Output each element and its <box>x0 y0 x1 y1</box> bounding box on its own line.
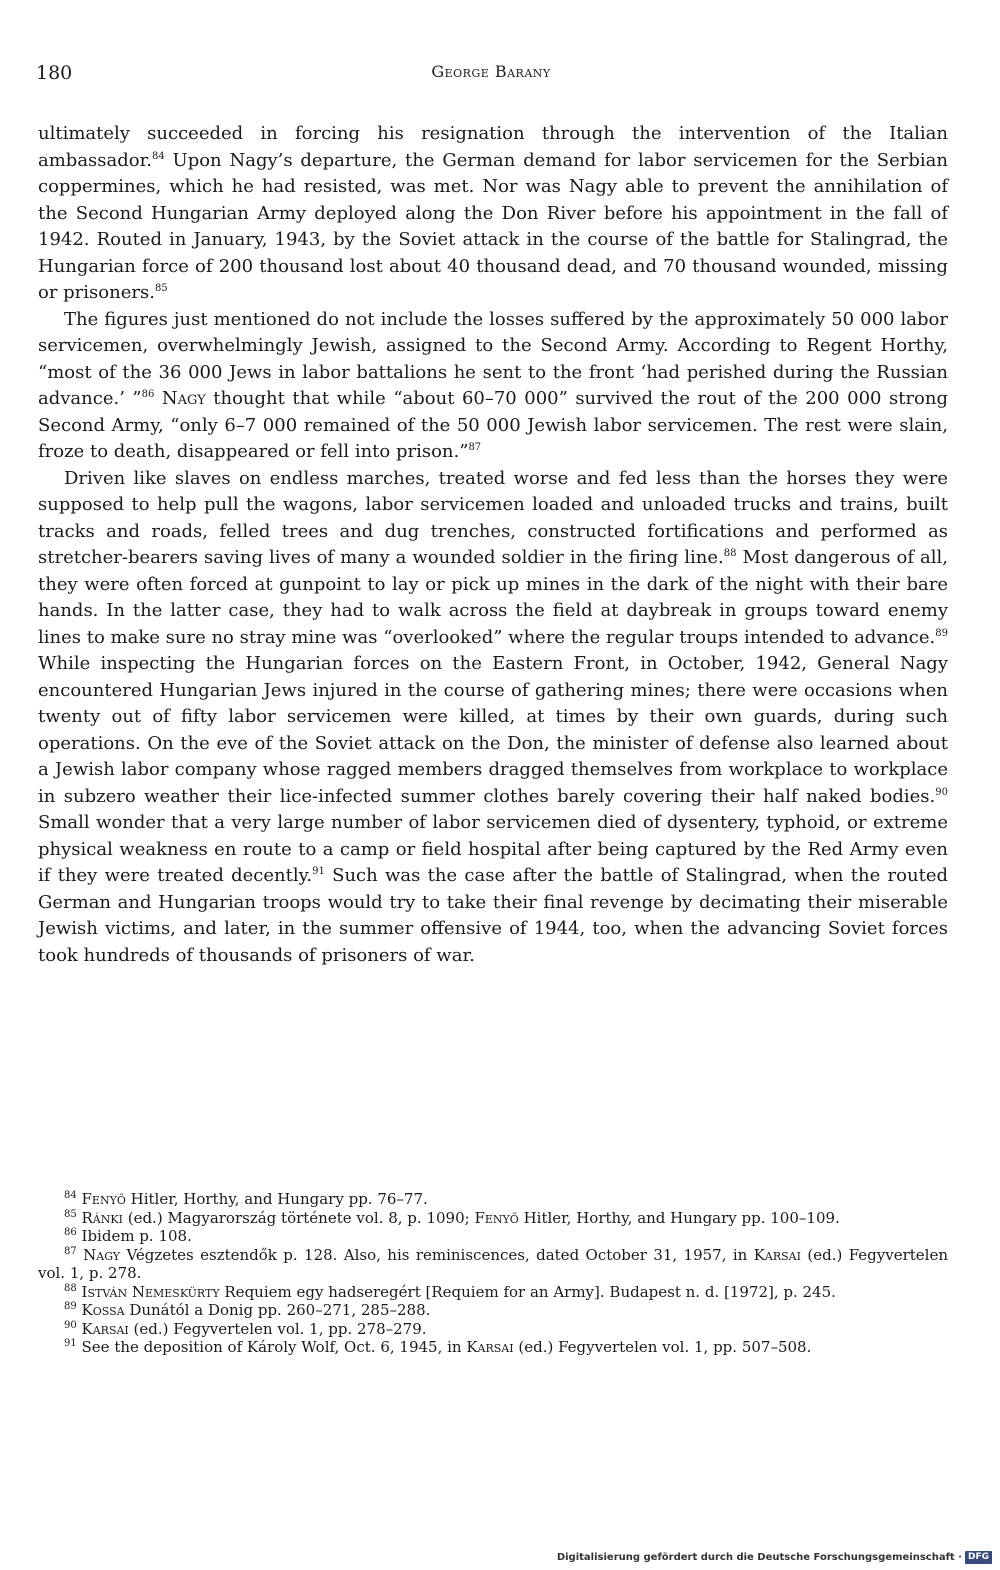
text-segment: ultimately succeeded in forcing his resignation through the intervention of the Italian ambassador. <box>38 123 948 171</box>
footnote-89 <box>38 1301 948 1320</box>
footnote-text: Ibidem p. 108. <box>81 1227 192 1245</box>
author-name: Karsai <box>81 1319 129 1338</box>
text-segment: Small wonder that a very large number of labor servicemen died of dysentery, typhoid, or extreme physical weakness en route to a camp or field hospital after being captured by the Red Army even if they were treated decently. <box>38 812 948 886</box>
footnote-number: 86 <box>64 1227 77 1238</box>
text-segment: Most dangerous of all, they were often forced at gunpoint to lay or pick up mines in the dark of the night with their bare hands. In the latter case, they had to walk across the field at daybreak in groups toward enemy lines to make sure no stray mine was “overlooked” where the regular troups intended to advance. <box>38 547 948 648</box>
footnote-number: 90 <box>64 1319 77 1331</box>
footnote-88 <box>38 1283 948 1302</box>
footnote-text: Hitler, Horthy, and Hungary pp. 76–77. <box>125 1190 428 1208</box>
footnote-90 <box>38 1320 948 1339</box>
running-head: George Barany <box>431 62 551 81</box>
footnote-number: 88 <box>64 1282 77 1294</box>
footnote-85 <box>38 1209 948 1228</box>
footnote-text: Hitler, Horthy, and Hungary pp. 100–109. <box>518 1208 840 1227</box>
author-name: Nagy <box>83 1245 121 1264</box>
footnote-ref-85: 85 <box>154 283 168 294</box>
page-header <box>36 62 946 92</box>
footnote-ref-87: 87 <box>468 442 482 453</box>
text-segment: Driven like slaves on endless marches, treated worse and fed less than the horses they were supposed to help pull the wagons, labor servicemen loaded and unloaded trucks and trains, built tracks and roads, felled trees and dug trenches, constructed fortifications and performed as stretcher-bearers saving lives of many a wounded soldier in the firing line. <box>38 467 948 568</box>
footnote-text: (ed.) Fegyvertelen vol. 1, pp. 278–279. <box>128 1319 427 1338</box>
footnote-text: (ed.) Fegyvertelen vol. 1, pp. 507–508. <box>513 1338 812 1356</box>
footnote-number: 89 <box>64 1301 77 1312</box>
footnote-91 <box>38 1338 948 1357</box>
author-name: Fenyő <box>474 1208 519 1227</box>
footnote-text: Végzetes esztendők p. 128. Also, his reminiscences, dated October 31, 1957, in <box>120 1245 754 1264</box>
author-name: Karsai <box>753 1245 801 1264</box>
footnote-text: Dunától a Donig pp. 260–271, 285–288. <box>124 1301 431 1319</box>
text-segment: Such was the case after the battle of Stalingrad, when the routed German and Hungarian troops would try to take their final revenge by decimating their miserable Jewish victims, and later, in the summer offensive of 1944, too, when the advancing Soviet forces took hundreds of thousands of prisoners of war. <box>38 865 949 966</box>
footnote-ref-91: 91 <box>312 866 325 877</box>
footnote-number: 84 <box>64 1190 77 1201</box>
author-name: Ránki <box>81 1208 123 1227</box>
credit-text: Digitalisierung gefördert durch die Deutsche Forschungsgemeinschaft · <box>556 1552 962 1563</box>
author-name: Fenyő <box>81 1190 126 1208</box>
footnote-number: 87 <box>64 1245 77 1257</box>
footnote-84 <box>38 1190 948 1209</box>
footnote-text: (ed.) Fegyvertelen vol. 1, p. 278. <box>38 1245 948 1282</box>
paragraph-3 <box>38 466 948 970</box>
footnote-87 <box>38 1246 948 1283</box>
footnote-number: 91 <box>64 1338 77 1349</box>
footnote-ref-84: 84 <box>151 150 165 162</box>
footnote-number: 85 <box>64 1208 77 1220</box>
author-name: Karsai <box>466 1338 514 1356</box>
footnote-ref-89: 89 <box>935 627 948 639</box>
dfg-logo: DFG <box>965 1551 992 1564</box>
paragraph-2 <box>38 307 948 466</box>
author-name: Nagy <box>154 388 206 409</box>
text-segment: Upon Nagy’s departure, the German demand for labor servicemen for the Serbian coppermines, which he had resisted, was met. Nor was Nagy able to prevent the annihilation of the Second Hungarian Army deployed along the Don River before his appointment in the fall of 1942. Routed in January, 1943, by the Soviet attack in the course of the battle for Stalingrad, the Hungarian force of 200 thousand lost about 40 thousand dead, and 70 thousand wounded, missing or prisoners. <box>38 149 948 303</box>
footnote-text: (ed.) Magyarország története vol. 8, p. 1090; <box>122 1208 475 1227</box>
footnote-86 <box>38 1227 948 1246</box>
footnote-ref-88: 88 <box>723 548 737 559</box>
text-segment: The figures just mentioned do not include the losses suffered by the approximately 50 000 labor servicemen, overwhelmingly Jewish, assigned to the Second Army. According to Regent Horthy, “most of the 36 000 Jews in labor battalions he sent to the front ‘had perished during the Russian advance.’ ” <box>38 308 948 409</box>
author-name: Kossa <box>81 1301 125 1319</box>
paragraph-1 <box>38 121 948 307</box>
footnote-text: Requiem egy hadseregért [Requiem for an Army]. Budapest n. d. [1972], p. 245. <box>219 1282 836 1301</box>
footnotes <box>38 1190 948 1357</box>
text-segment: thought that while “about 60–70 000” survived the rout of the 200 000 strong Second Army, “only 6–7 000 remained of the 50 000 Jewish labor servicemen. The rest were slain, froze to death, disappeared or fell into prison.” <box>38 388 948 462</box>
page-number: 180 <box>36 62 73 84</box>
digitization-credit <box>557 1551 992 1564</box>
body-text <box>38 121 948 969</box>
text-segment: While inspecting the Hungarian forces on the Eastern Front, in October, 1942, General Nagy encountered Hungarian Jews injured in the course of gathering mines; there were occasions when twenty out of fifty labor servicemen were killed, at times by their own guards, during such operations. On the eve of the Soviet attack on the Don, the minister of defense also learned about a Jewish labor company whose ragged members dragged themselves from workplace to workplace in subzero weather their lice-infected summer clothes barely covering their half naked bodies. <box>38 653 948 807</box>
footnote-ref-90: 90 <box>935 786 948 798</box>
footnote-text: See the deposition of Károly Wolf, Oct. 6, 1945, in <box>81 1338 467 1356</box>
footnote-ref-86: 86 <box>141 389 155 400</box>
author-name: István Nemeskürty <box>81 1282 220 1301</box>
